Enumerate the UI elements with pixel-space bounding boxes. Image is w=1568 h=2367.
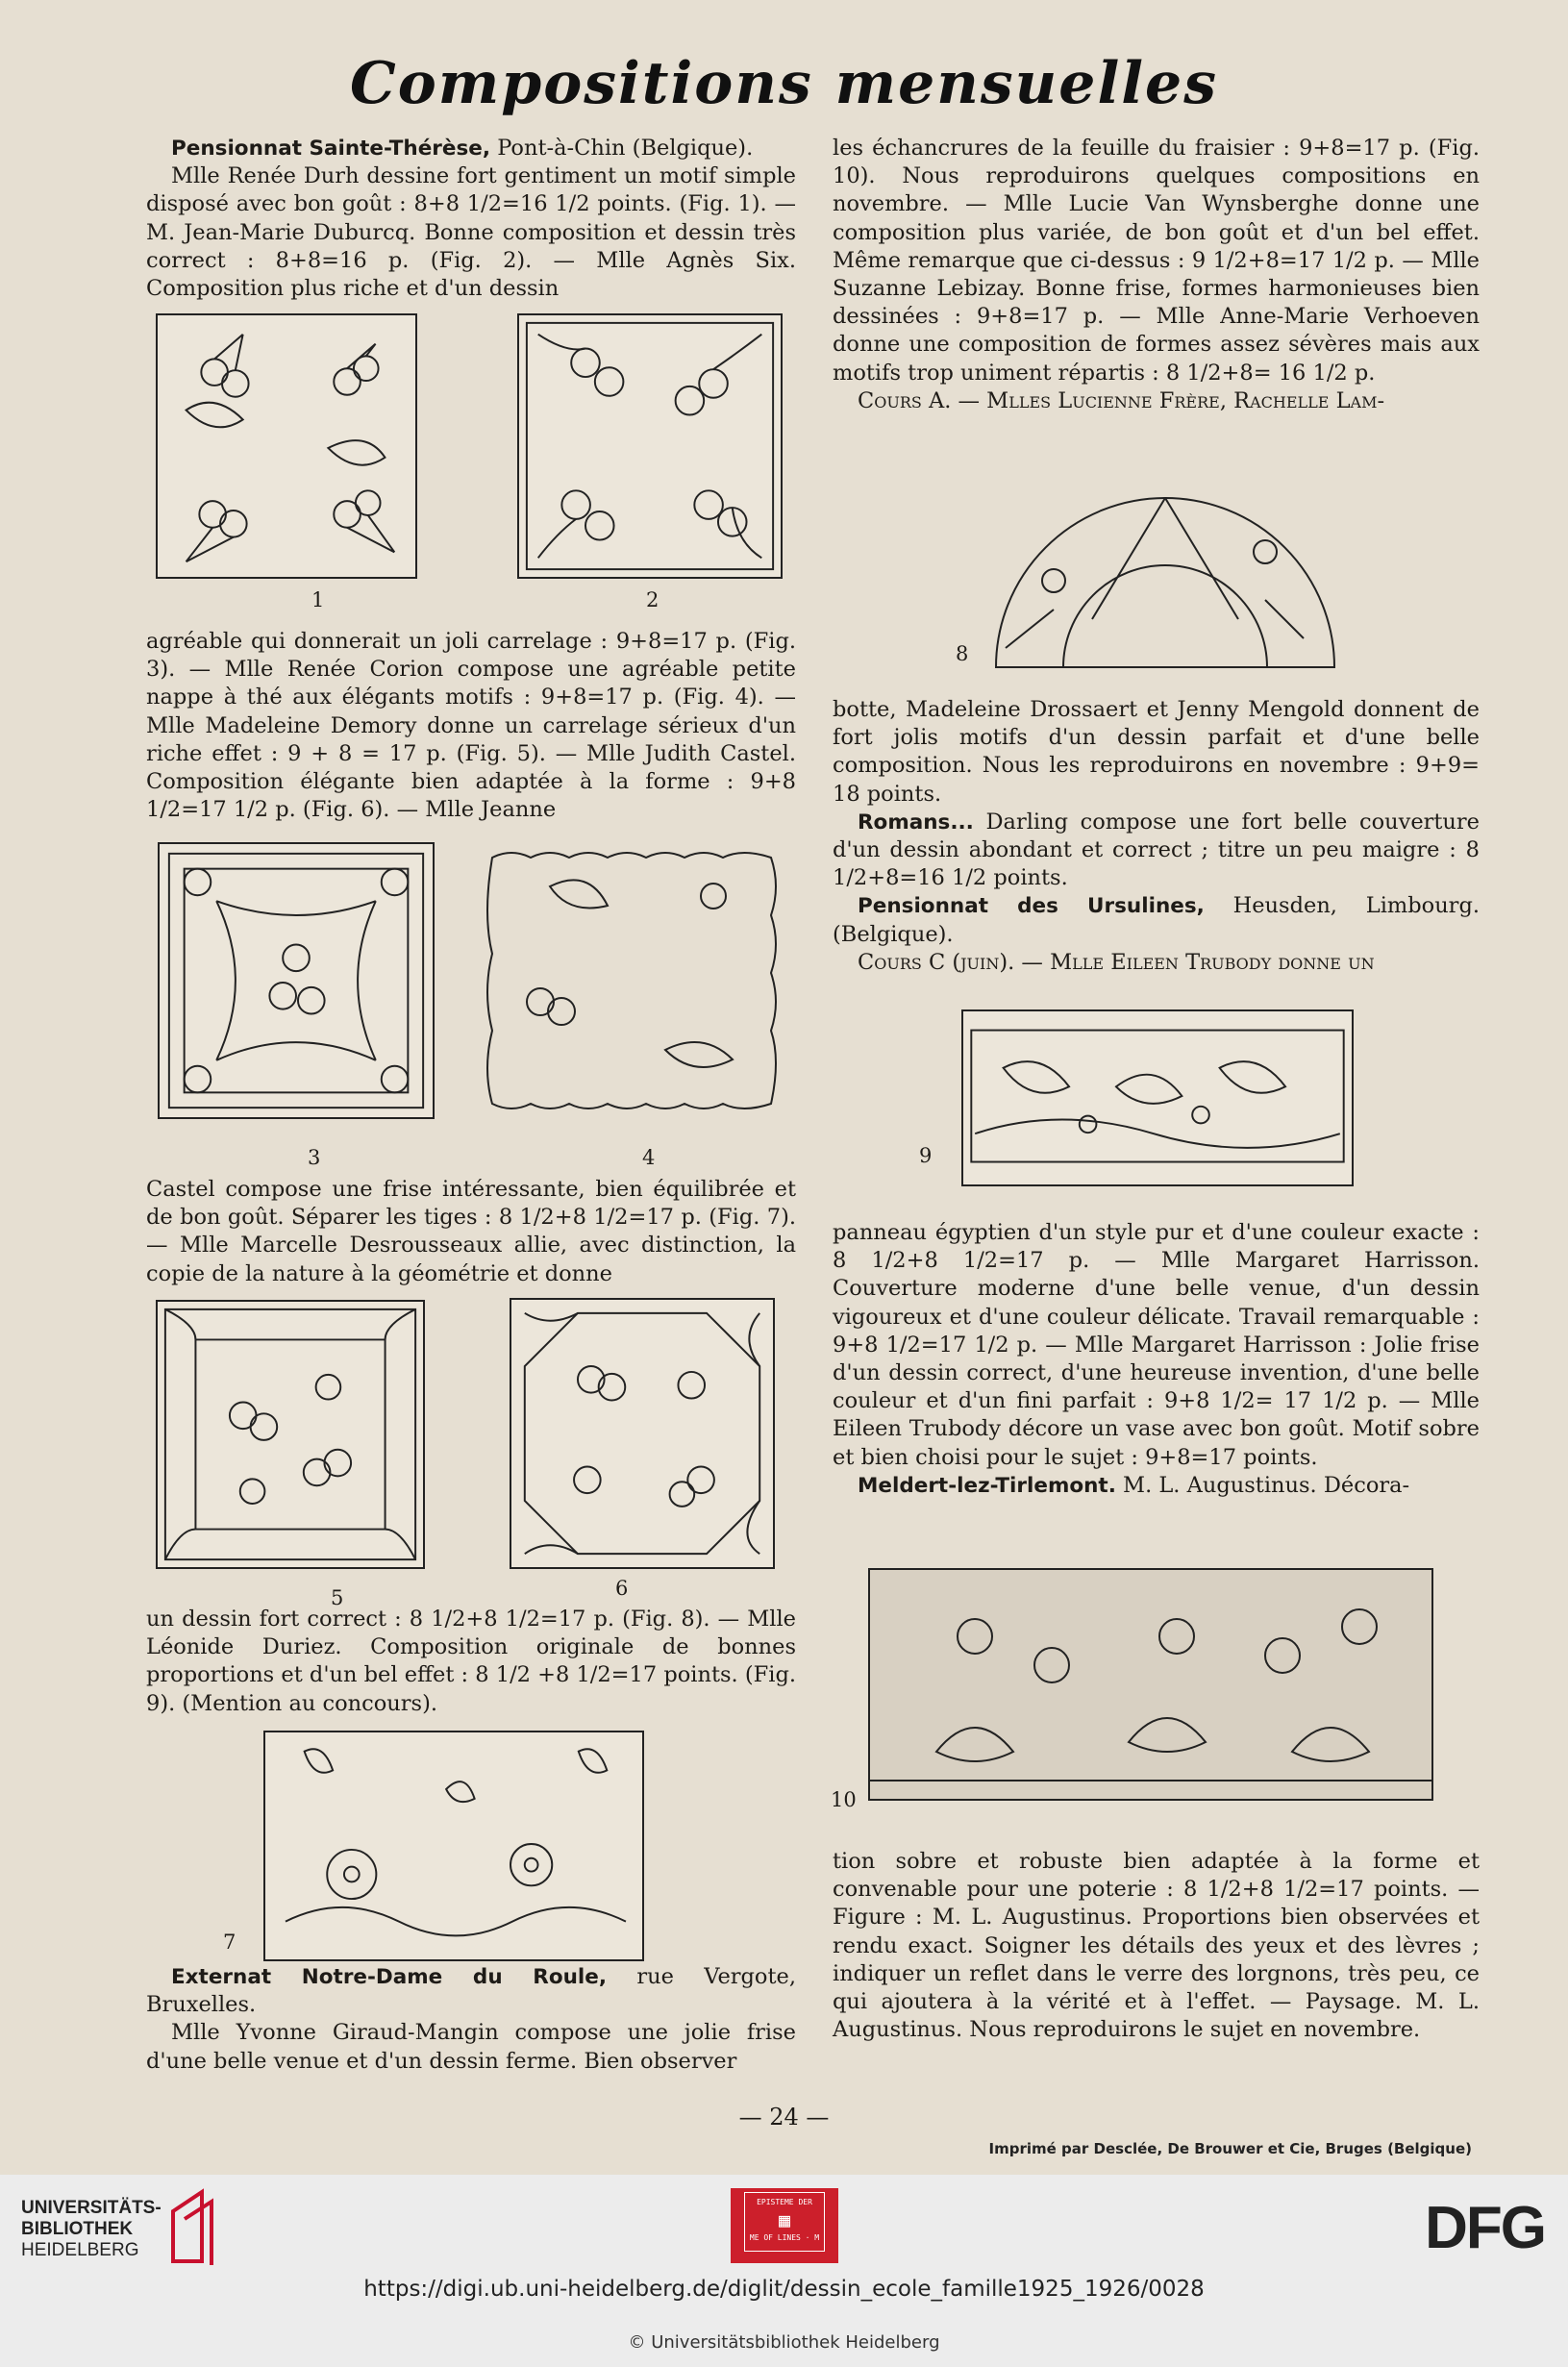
- figure-number: 1: [311, 588, 325, 611]
- paragraph: botte, Madeleine Drossaert et Jenny Mengold donnent de fort jolis motifs d'un dessin parfait et d'une belle composition. Nous les reproduirons en novembre : 9+9= 18 points.: [833, 697, 1480, 807]
- section-heading: Romans...: [858, 810, 974, 835]
- figure-4-tea-napkin: [473, 838, 790, 1123]
- cours-line: Cours C (juin). — Mlle Eileen Trubody donne un: [858, 949, 1375, 975]
- figure-number: 7: [223, 1931, 236, 1954]
- ub-logo-mark-icon: [163, 2184, 221, 2265]
- right-block-3: [833, 1219, 1480, 1500]
- figure-number: 8: [956, 642, 969, 665]
- left-block-2: [146, 628, 796, 824]
- figure-number: 9: [919, 1144, 933, 1167]
- right-block-2: [833, 696, 1480, 977]
- page-title: Compositions mensuelles: [349, 50, 1219, 117]
- figure-9-strawberry-frieze: [961, 1009, 1354, 1186]
- figure-3-cherry-carrelage: [158, 842, 435, 1119]
- right-block-4: [833, 1848, 1480, 2044]
- paragraph: Castel compose une frise intéressante, bien équilibrée et de bon goût. Séparer les tiges : 8 1/2+8 1/2=17 p. (Fig. 7). — Mlle Marcelle Desrousseaux allie, avec distinction, la copie de la nature à la géométrie et donne: [146, 1177, 796, 1286]
- figure-number: 3: [308, 1146, 321, 1169]
- school-heading: Externat Notre-Dame du Roule,: [171, 1965, 608, 1989]
- episteme-mark-icon: ▦: [778, 2208, 791, 2231]
- paragraph: les échancrures de la feuille du fraisier : 9+8=17 p. (Fig. 10). Nous reproduirons quelques compositions en novembre. — Mlle Lucie Van Wynsberghe donne une composition plus variée, de bon goût et d'un bel effet. Même remarque que ci-dessus : 9 1/2+8=17 1/2 p. — Mlle Suzanne Lebizay. Bonne frise, formes harmonieuses bien dessinées : 9+8=17 p. — Mlle Anne-Marie Verhoeven donne une composition de formes assez sévères mais aux motifs trop uniment répartis : 8 1/2+8= 16 1/2 p.: [833, 136, 1480, 386]
- figure-7-butterfly-frieze: [263, 1731, 644, 1961]
- left-block-1: [146, 135, 796, 303]
- digitization-footer: [0, 2175, 1568, 2367]
- page-number: — 24 —: [738, 2104, 830, 2130]
- figure-number: 4: [642, 1146, 656, 1169]
- left-block-4: [146, 1606, 796, 1718]
- school-heading: Pensionnat Sainte-Thérèse,: [171, 137, 491, 161]
- ub-logo-line: HEIDELBERG: [21, 2240, 139, 2260]
- dfg-logo[interactable]: DFG: [1425, 2195, 1545, 2261]
- source-url-link[interactable]: https://digi.ub.uni-heidelberg.de/diglit/dessin_ecole_famille1925_1926/0028: [363, 2277, 1205, 2302]
- paragraph: agréable qui donnerait un joli carrelage : 9+8=17 p. (Fig. 3). — Mlle Renée Corion compose une agréable petite nappe à thé aux élégants motifs : 9+8=17 p. (Fig. 4). — Mlle Madeleine Demory donne un carrelage sérieux d'un riche effet : 9 + 8 = 17 p. (Fig. 5). — Mlle Judith Castel. Composition élégante bien adaptée à la forme : 9+8 1/2=17 1/2 p. (Fig. 6). — Mlle Jeanne: [146, 629, 796, 823]
- school-place: Heusden, Limbourg. (Belgique).: [833, 893, 1480, 947]
- ub-heidelberg-logo[interactable]: [21, 2198, 162, 2261]
- figure-10-flower-frieze: [859, 1559, 1442, 1809]
- paragraph: tion sobre et robuste bien adaptée à la forme et convenable pour une poterie : 8 1/2+8 1/2=17 points. — Figure : M. L. Augustinus. Proportions bien observées et rendu exact. Soigner les détails des yeux et des lèvres ; indiquer un reflet dans le verre des lorgnons, très peu, ce qui ajoutera à la vérité et à l'effet. — Paysage. M. L. Augustinus. Nous reproduirons le sujet en novembre.: [833, 1849, 1480, 2043]
- figure-1-cherry-tile: [156, 313, 417, 579]
- figure-8-semicircle-composition: [977, 456, 1354, 683]
- paragraph: panneau égyptien d'un style pur et d'une couleur exacte : 8 1/2+8 1/2=17 p. — Mlle Margaret Harrisson. Couverture moderne d'une belle venue, d'un dessin vigoureux et d'une couleur délicate. Travail remarquable : 9+8 1/2=17 1/2 p. — Mlle Margaret Harrisson : Jolie frise d'un dessin correct, d'une heureuse invention, d'une belle couleur et d'un fini parfait : 9+8 1/2= 17 1/2 p. — Mlle Eileen Trubody décore un vase avec bon goût. Motif sobre et bien choisi pour le sujet : 9+8=17 points.: [833, 1220, 1480, 1470]
- left-block-3: [146, 1176, 796, 1288]
- episteme-logo-line: ME OF LINES · M: [749, 2233, 820, 2242]
- left-block-5: [146, 1963, 796, 2076]
- copyright-line: © Universitätsbibliothek Heidelberg: [628, 2332, 940, 2353]
- school-place: rue Vergote, Bruxelles.: [146, 1964, 796, 2018]
- episteme-logo[interactable]: [731, 2188, 838, 2263]
- school-place: Pont-à-Chin (Belgique).: [490, 136, 754, 161]
- paragraph: Darling compose une fort belle couverture d'un dessin abondant et correct ; titre un peu maigre : 8 1/2+8=16 1/2 points.: [833, 809, 1480, 891]
- episteme-logo-line: EPISTEME DER: [757, 2198, 812, 2206]
- school-heading: Meldert-lez-Tirlemont.: [858, 1473, 1116, 1498]
- paragraph: un dessin fort correct : 8 1/2+8 1/2=17 p. (Fig. 8). — Mlle Léonide Duriez. Composition originale de bonnes proportions et d'un bel effet : 8 1/2 +8 1/2=17 points. (Fig. 9). (Mention au concours).: [146, 1607, 796, 1716]
- paragraph: M. L. Augustinus. Décora-: [1115, 1472, 1410, 1498]
- right-block-1: [833, 135, 1480, 415]
- figure-2-cherry-tile: [517, 313, 783, 579]
- figure-6-cherry-octagon: [510, 1298, 775, 1569]
- ub-logo-line: UNIVERSITÄTS-: [21, 2198, 162, 2218]
- figure-number: 10: [831, 1788, 857, 1811]
- figure-number: 2: [646, 588, 660, 611]
- ub-logo-line: BIBLIOTHEK: [21, 2219, 134, 2239]
- cours-line: Cours A. — Mlles Lucienne Frère, Rachelle Lam-: [858, 387, 1385, 413]
- figure-5-cherry-border: [156, 1300, 425, 1569]
- paragraph: Mlle Renée Durh dessine fort gentiment un motif simple disposé avec bon goût : 8+8 1/2=16 1/2 points. (Fig. 1). — M. Jean-Marie Duburcq. Bonne composition et dessin très correct : 8+8=16 p. (Fig. 2). — Mlle Agnès Six. Composition plus riche et d'un dessin: [146, 163, 796, 302]
- figure-number: 5: [331, 1586, 344, 1609]
- paragraph: Mlle Yvonne Giraud-Mangin compose une jolie frise d'une belle venue et d'un dessin ferme. Bien observer: [146, 2020, 796, 2074]
- printer-line: Imprimé par Desclée, De Brouwer et Cie, Bruges (Belgique): [988, 2140, 1472, 2157]
- school-heading: Pensionnat des Ursulines,: [858, 894, 1205, 919]
- figure-number: 6: [615, 1577, 629, 1600]
